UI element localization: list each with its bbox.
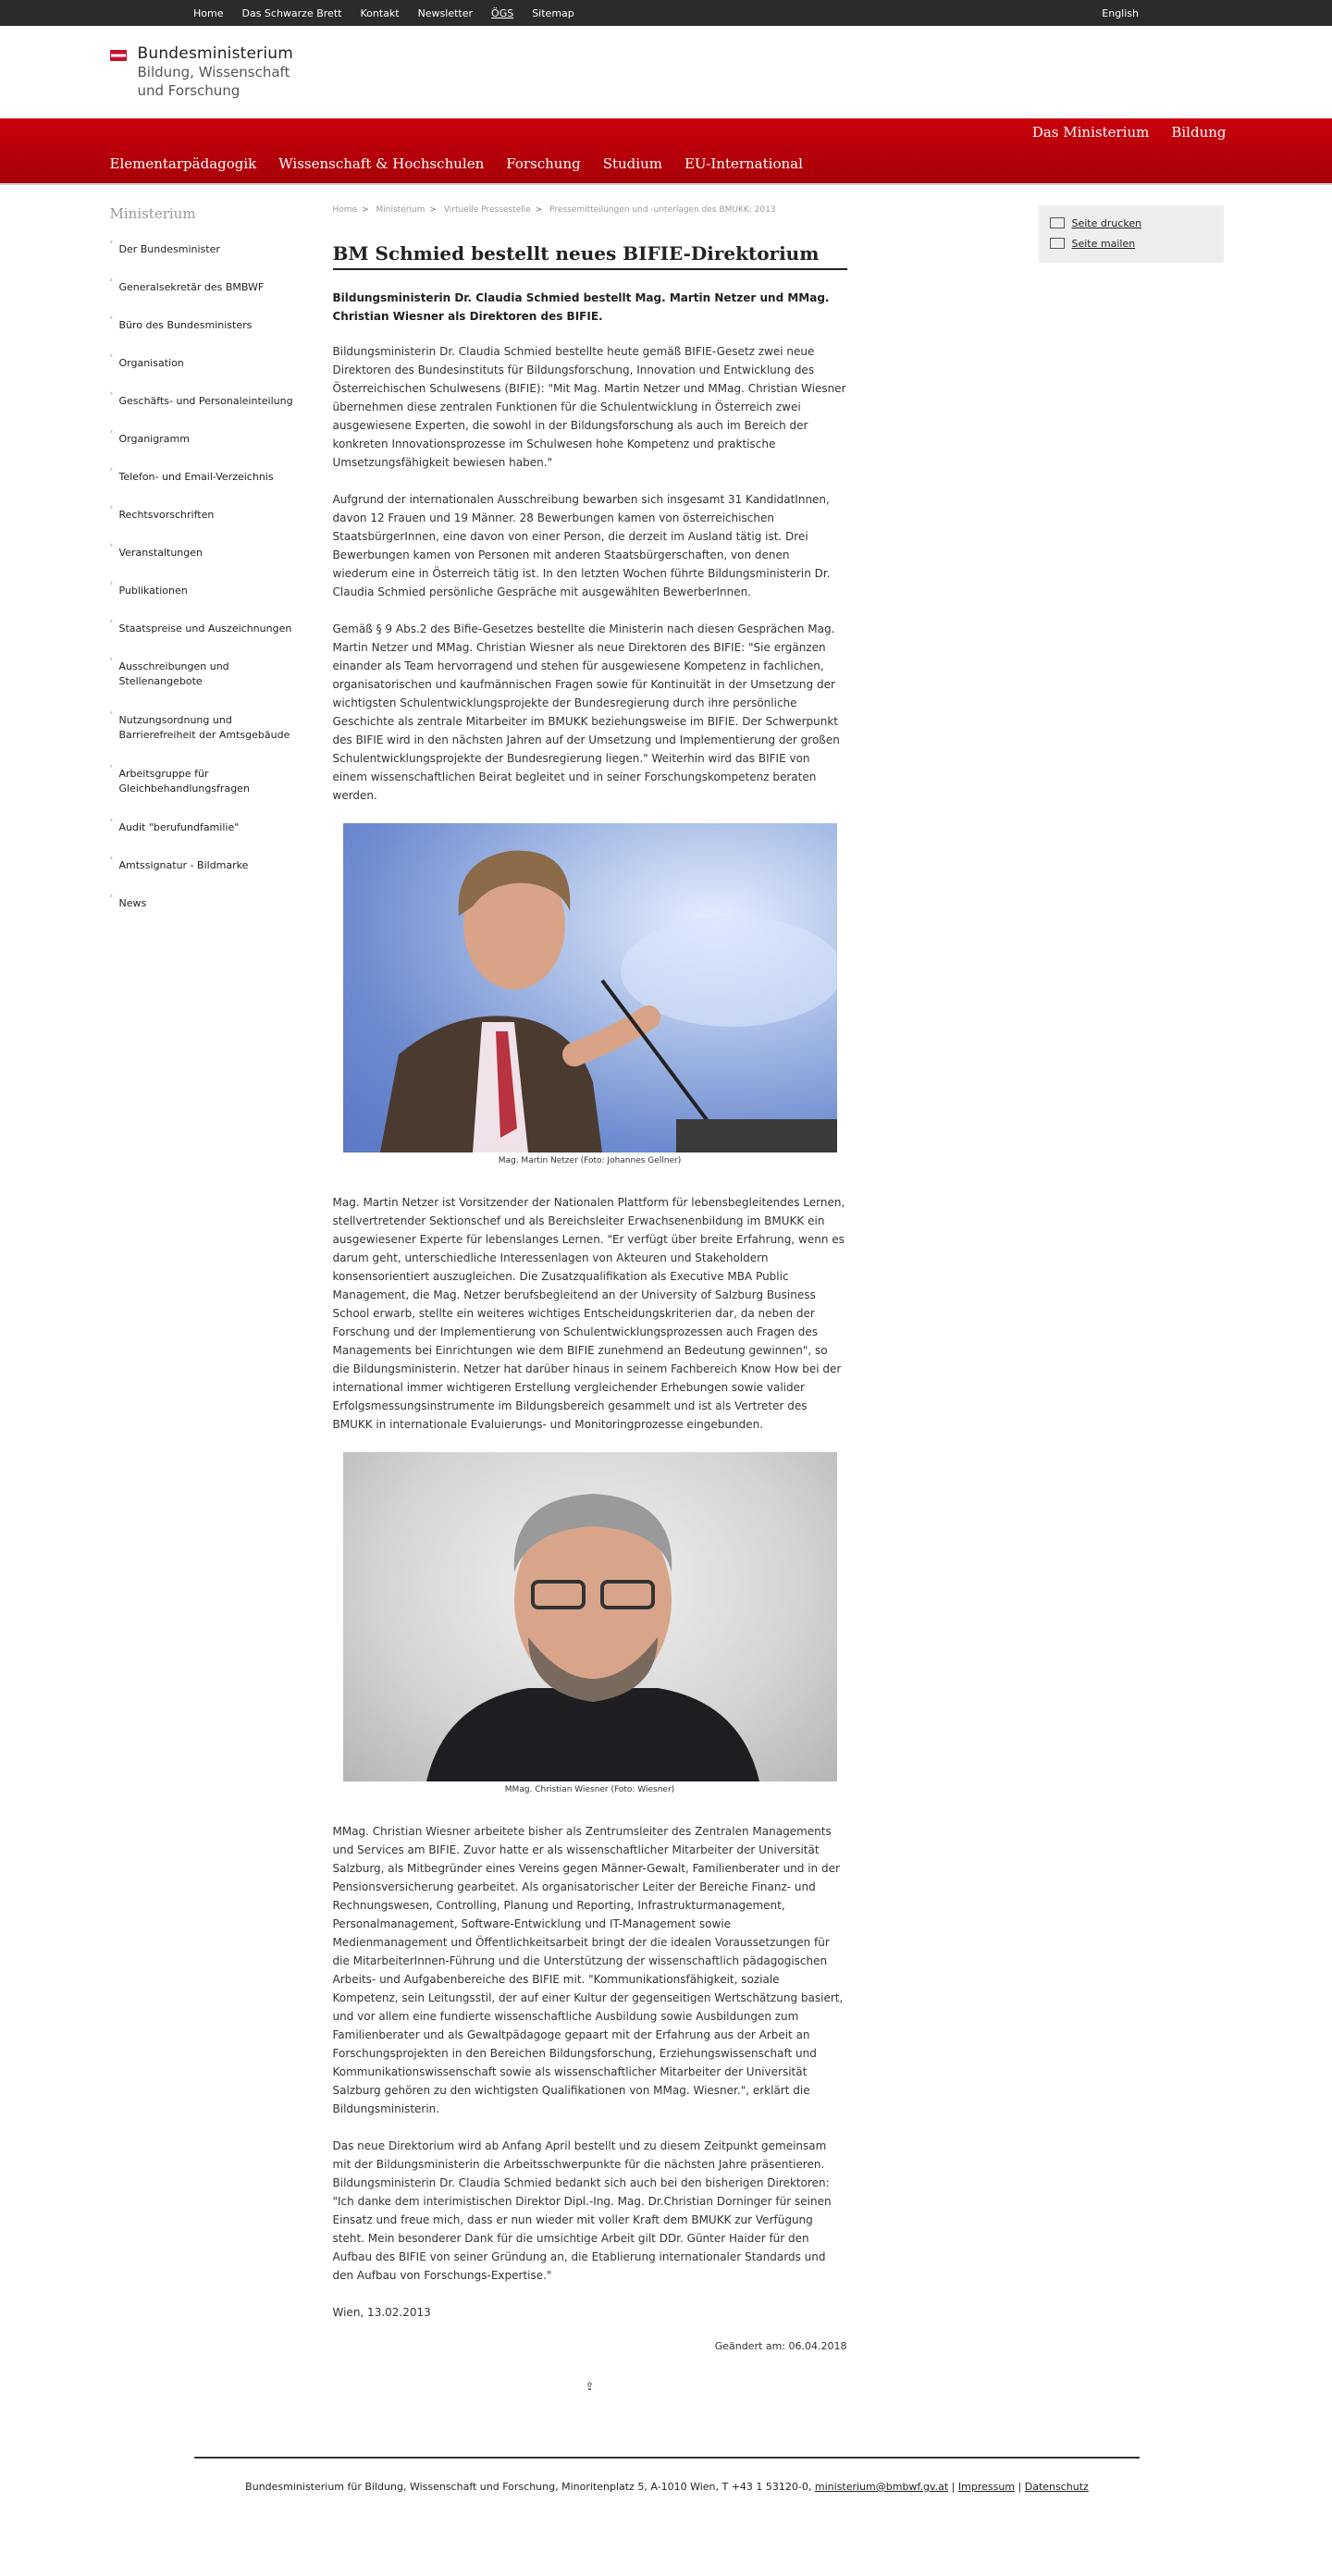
chevron-right-icon: › (109, 465, 114, 475)
chevron-right-icon: › (109, 238, 114, 247)
footer-email-link[interactable]: ministerium@bmbwf.gv.at (814, 2481, 949, 2493)
chevron-right-icon: › (109, 503, 114, 512)
breadcrumb-current[interactable]: Pressemitteilungen und -unterlagen des BMUKK: 2013 (549, 205, 776, 215)
logo-line-1: Bundesministerium (137, 44, 294, 63)
photo-caption-netzer: Mag. Martin Netzer (Foto: Johannes Gellner) (498, 1156, 682, 1165)
article-paragraph: Gemäß § 9 Abs.2 des Bifie-Gesetzes bestellte die Ministerin nach diesen Gesprächen Mag. Martin Netzer und MMag. Christian Wiesner als neue Direktoren des BIFIE: "Sie ergänzen einander als Team hervorragend und stehen für ausgewiesene Kompetenz in fachlichen, organisatorischen und kaufmännischen Fragen sowie für Kontinuität in der Umsetzung der wichtigsten Schulentwicklungsprojekte der Bundesregierung durch ihre persönliche Geschichte als zentrale Mitarbeiter im BMUKK beziehungsweise im BIFIE. Der Schwerpunkt des BIFIE wird in den nächsten Jahren auf der Umsetzung und Implementierung der großen Schulentwicklungsprojekte der Bundesregierung liegen." Weiterhin wird das BIFIE von einem wissenschaftlichen Beirat begleitet und in seiner Forschungskompetenz beraten werden. (332, 622, 840, 802)
sidebar-item[interactable]: › Veranstaltungen (110, 538, 295, 576)
nav-das-ministerium[interactable]: Das Ministerium (1031, 124, 1150, 141)
article-paragraph: Das neue Direktorium wird ab Anfang April bestellt und zu diesem Zeitpunkt gemeinsam mit der Bildungsministerin die Arbeitsschwerpunkte für die nächsten Jahre präsentieren. Bildungsministerin Dr. Claudia Schmied bedankt sich auch bei den bisherigen Direktoren: "Ich danke dem interimistischen Direktor Dipl.-Ing. Mag. Dr.Christian Dorninger für seinen Einsatz und freue mich, dass er nun wieder mit voller Kraft dem BMUKK zur Verfügung steht. Mein besonderer Dank für die umsichtige Arbeit gilt DDr. Günter Haider für den Aufbau des BIFIE von seiner Gründung an, die Etablierung internationaler Standards und den Aufbau von Forschungs-Expertise." (332, 2139, 832, 2282)
nav-wissenschaft-hochschulen[interactable]: Wissenschaft & Hochschulen (278, 155, 485, 172)
chevron-right-icon: › (109, 709, 114, 718)
breadcrumb-home[interactable]: Home (332, 205, 358, 215)
sidebar-item[interactable]: › Der Bundesminister (110, 235, 295, 273)
logo-line-3: und Forschung (137, 82, 240, 99)
chevron-right-icon: › (109, 276, 114, 285)
chevron-right-icon: › (109, 351, 114, 361)
page-body (97, 185, 1236, 2576)
austria-flag-icon (110, 50, 127, 61)
photo-figure-netzer (333, 823, 847, 1165)
sidebar-item[interactable]: › Publikationen (110, 576, 295, 614)
article-paragraph: MMag. Christian Wiesner arbeitete bisher als Zentrumsleiter des Zentralen Managements und Services am BIFIE. Zuvor hatte er als wissenschaftlicher Mitarbeiter der Universität Salzburg, als Mitbegründer eines Vereins gegen Männer-Gewalt, Familienberater und in der Pensionsversicherung gearbeitet. Als organisatorischer Leiter der Bereiche Finanz- und Rechnungswesen, Controlling, Planung und Reporting, Infrastrukturmanagement, Personalmanagement, Software-Entwicklung und IT-Management sowie Medienmanagement und Öffentlichkeitsarbeit bringt der die idealen Voraussetzungen für die MitarbeiterInnen-Führung und die Unterstützung der wissenschaftlich pädagogischen Arbeits- und Aufgabenbereiche des BIFIE mit. "Kommunikationsfähigkeit, soziale Kompetenz, sein Leitungsstil, der auf einer Kultur der gegenseitigen Wertschätzung basiert, und vor allem eine fundierte wissenschaftliche Ausbildung sowie Ausbildungen zum Familienberater und als Gewaltpädagoge gepaart mit der Erfahrung aus der Arbeit an Forschungsprojekten in den Bereichen Bildungsforschung, Erziehungswissenschaft und Kommunikationswissenschaft sowie als wissenschaftlicher Mitarbeiter der Universität Salzburg gehören zu den wichtigsten Qualifikationen von MMag. Wiesner.", erklärt die Bildungsministerin. (332, 1825, 844, 2115)
nav-studium[interactable]: Studium (602, 155, 662, 172)
topbar-link-oegs[interactable]: ÖGS (491, 6, 514, 19)
breadcrumb-pressestelle[interactable]: Virtuelle Pressestelle (443, 205, 531, 215)
nav-bildung[interactable]: Bildung (1171, 124, 1227, 141)
nav-elementarpaedagogik[interactable]: Elementarpädagogik (109, 155, 257, 172)
sidebar-item[interactable]: › Staatspreise und Auszeichnungen (110, 614, 295, 652)
chevron-right-icon: › (109, 541, 114, 550)
chevron-right-icon: › (109, 816, 114, 825)
sidebar-item[interactable]: › Büro des Bundesministers (110, 311, 295, 349)
chevron-right-icon: › (109, 314, 114, 323)
sidebar-item[interactable]: › Organigramm (110, 425, 295, 462)
breadcrumb-ministerium[interactable]: Ministerium (376, 205, 426, 215)
footer-address: Bundesministerium für Bildung, Wissenschaft und Forschung, Minoritenplatz 5, A-1010 Wien, T +43 1 53120-0, (245, 2481, 812, 2493)
topbar-link-kontakt[interactable]: Kontakt (360, 6, 400, 19)
photo-figure-wiesner (333, 1452, 847, 1794)
sidebar-item[interactable]: › Generalsekretär des BMBWF (110, 273, 295, 311)
sidebar-item[interactable]: › Nutzungsordnung und Barrierefreiheit der Amtsgebäude (110, 706, 295, 759)
sidebar (110, 205, 295, 927)
chevron-right-icon: › (109, 427, 114, 437)
footer-datenschutz-link[interactable]: Datenschutz (1024, 2481, 1089, 2493)
nav-forschung[interactable]: Forschung (506, 155, 581, 172)
page-tools (1039, 205, 1224, 263)
language-switch-english[interactable]: English (1102, 6, 1139, 19)
article-paragraph: Bildungsministerin Dr. Claudia Schmied bestellte heute gemäß BIFIE-Gesetz zwei neue Direktoren des Bundesinstituts für Bildungsforschung, Innovation und Entwicklung des Österreichischen Schulwesens (BIFIE): "Mit Mag. Martin Netzer und MMag. Christian Wiesner übernehmen diese zentralen Funktionen für die Schulentwicklung in Österreich zwei ausgewiesene Experten, die sowohl in der Bildungsforschung als auch im Bereich der konkreten Innovationsprozesse im Schulwesen hohe Kompetenz und praktische Umsetzungsfähigkeit bewiesen haben." (332, 345, 846, 469)
mail-icon (1050, 238, 1065, 249)
sidebar-item[interactable]: › News (110, 889, 295, 927)
topbar-link-schwarzes-brett[interactable]: Das Schwarze Brett (241, 6, 342, 19)
photo-martin-netzer (343, 823, 837, 1152)
chevron-right-icon: › (109, 579, 114, 588)
footer-impressum-link[interactable]: Impressum (957, 2481, 1016, 2493)
chevron-right-icon: › (109, 617, 114, 626)
photo-christian-wiesner (343, 1452, 837, 1781)
page-title: BM Schmied bestellt neues BIFIE-Direktorium (333, 242, 847, 270)
main-navigation (0, 118, 1332, 183)
share-icon[interactable]: ⇪ (585, 2380, 595, 2393)
nav-eu-international[interactable]: EU-International (684, 155, 803, 172)
article-lead: Bildungsministerin Dr. Claudia Schmied bestellt Mag. Martin Netzer und MMag. Christian Wiesner als Direktoren des BIFIE. (332, 291, 830, 323)
sidebar-item[interactable]: › Amtssignatur - Bildmarke (110, 851, 295, 889)
photo-caption-wiesner: MMag. Christian Wiesner (Foto: Wiesner) (504, 1785, 675, 1794)
article-paragraph: Mag. Martin Netzer ist Vorsitzender der Nationalen Plattform für lebensbegleitendes Lernen, stellvertretender Sektionschef und als Bereichsleiter Erwachsenenbildung im BMUKK ein ausgewiesener Experte für lebenslanges Lernen. "Er verfügt über breite Erfahrung, wenn es darum geht, unterschiedliche Interessenlagen von Akteuren und Stakeholdern konsensorientiert auszugleichen. Die Zusatzqualifikation als Executive MBA Public Management, die Mag. Netzer berufsbegleitend an der University of Salzburg Business School erwarb, stellte ein weiteres wichtiges Entscheidungskriterien dar, da neben der Forschung und der Implementierung von Schulentwicklungsprozessen auch Fragen des Managements bei Einrichtungen wie dem BIFIE zunehmend an Bedeutung gewinnen", so die Bildungsministerin. Netzer hat darüber hinaus in seinem Fachbereich Know How bei der international immer wichtigeren Erstellung vergleichender Erhebungen sowie valider Erfolgsmessungsinstrumente im Bildungsbereich gesammelt und ist als Vertreter des BMUKK in internationale Evaluierungs- und Monitoringprozesse eingebunden. (332, 1196, 845, 1431)
sidebar-item[interactable]: › Telefon- und Email-Verzeichnis (110, 462, 295, 500)
sidebar-title: Ministerium (109, 205, 196, 222)
chevron-right-icon: › (109, 762, 114, 771)
place-date: Wien, 13.02.2013 (332, 2306, 431, 2319)
sidebar-item[interactable]: › Arbeitsgruppe für Gleichbehandlungsfragen (110, 759, 295, 813)
top-utility-bar (0, 0, 1332, 26)
last-changed: Geändert am: 06.04.2018 (714, 2340, 847, 2352)
sidebar-item[interactable]: › Geschäfts- und Personaleinteilung (110, 387, 295, 425)
header (97, 26, 1236, 118)
chevron-right-icon: › (109, 854, 114, 863)
chevron-right-icon: › (109, 892, 114, 901)
chevron-right-icon: › (109, 655, 114, 664)
printer-icon (1050, 217, 1065, 228)
footer: Bundesministerium für Bildung, Wissenschaft und Forschung, Minoritenplatz 5, A-1010 Wien, T +43 1 53120-0, ministerium@bmbwf.gv.at | Impressum | Datenschutz (194, 2457, 1140, 2493)
topbar-link-newsletter[interactable]: Newsletter (417, 6, 474, 19)
sidebar-item[interactable]: › Audit "berufundfamilie" (110, 813, 295, 851)
breadcrumb: Home > Ministerium > Virtuelle Pressestelle > Pressemitteilungen und -unterlagen des BMUKK: 2013 (332, 205, 776, 215)
chevron-right-icon: › (109, 389, 114, 399)
ministry-logo[interactable] (110, 44, 294, 100)
article-paragraph: Aufgrund der internationalen Ausschreibung bewarben sich insgesamt 31 KandidatInnen, davon 12 Frauen und 19 Männer. 28 Bewerbungen kamen von österreichischen StaatsbürgerInnen, eine davon von einer Person, die derzeit im Ausland tätig ist. Drei Bewerbungen kamen von Personen mit anderen Staatsbürgerschaften, von denen wiederum eine in Österreich tätig ist. In den letzten Wochen führte Bildungsministerin Dr. Claudia Schmied persönliche Gespräche mit ausgewählten BewerberInnen. (332, 493, 831, 598)
topbar-link-home[interactable]: Home (193, 6, 224, 19)
sidebar-item[interactable]: › Ausschreibungen und Stellenangebote (110, 652, 295, 706)
sidebar-item[interactable]: › Organisation (110, 349, 295, 387)
sidebar-item[interactable]: › Rechtsvorschriften (110, 500, 295, 538)
print-page-link[interactable]: Seite drucken (1050, 213, 1213, 233)
topbar-link-sitemap[interactable]: Sitemap (532, 6, 574, 19)
article (333, 205, 847, 2393)
mail-page-link[interactable]: Seite mailen (1050, 233, 1213, 253)
logo-line-2: Bildung, Wissenschaft (137, 64, 290, 80)
